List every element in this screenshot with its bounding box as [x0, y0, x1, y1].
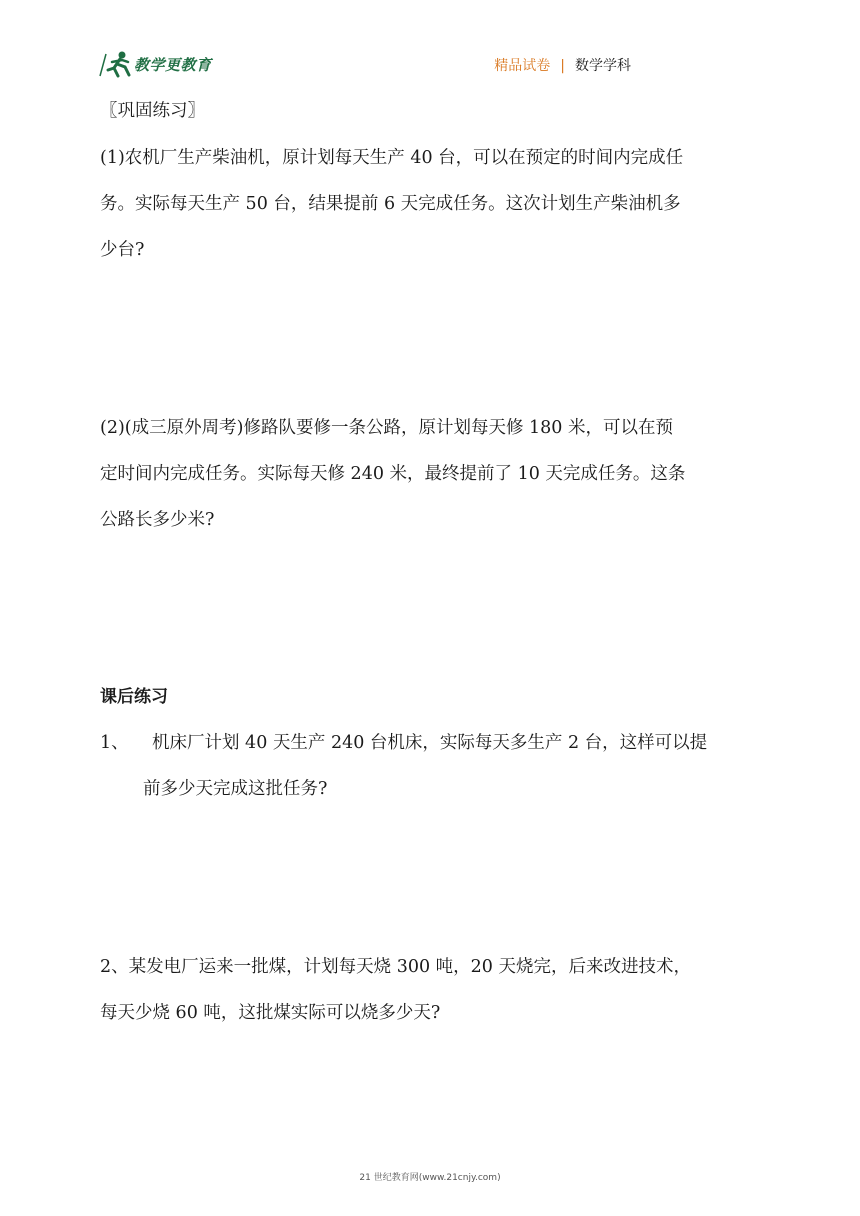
- question-2-line-1: (2)(成三原外周考)修路队要修一条公路，原计划每天修 180 米，可以在预: [100, 418, 673, 438]
- header-separator: |: [560, 58, 565, 74]
- header-labels: [494, 55, 631, 75]
- homework-2-line-1: 2、某发电厂运来一批煤，计划每天烧 300 吨，20 天烧完，后来改进技术，: [100, 957, 691, 977]
- homework-1-line-1: 机床厂计划 40 天生产 240 台机床，实际每天多生产 2 台，这样可以提: [152, 733, 708, 753]
- question-1-line-1: (1)农机厂生产柴油机，原计划每天生产 40 台，可以在预定的时间内完成任: [100, 148, 684, 168]
- homework-1-number: 1、: [100, 733, 129, 753]
- question-2-line-3: 公路长多少米?: [100, 510, 215, 530]
- homework-2-line-2: 每天少烧 60 吨，这批煤实际可以烧多少天?: [100, 1003, 441, 1023]
- page-header: [98, 46, 762, 82]
- page-footer: 21 世纪教育网(www.21cnjy.com): [359, 1173, 501, 1183]
- homework-1-line-2: 前多少天完成这批任务?: [143, 779, 328, 799]
- logo-text: 教学更教育: [134, 56, 212, 74]
- section-title-consolidation: 〖巩固练习〗: [100, 101, 205, 121]
- header-label-subject: 数学学科: [575, 58, 631, 74]
- header-label-premium: 精品试卷: [494, 58, 551, 74]
- section-title-homework: 课后练习: [100, 687, 168, 707]
- question-2-line-2: 定时间内完成任务。实际每天修 240 米，最终提前了 10 天完成任务。这条: [100, 464, 686, 484]
- question-1-line-2: 务。实际每天生产 50 台，结果提前 6 天完成任务。这次计划生产柴油机多: [100, 194, 681, 214]
- logo: [98, 48, 228, 80]
- question-1-line-3: 少台?: [100, 240, 145, 260]
